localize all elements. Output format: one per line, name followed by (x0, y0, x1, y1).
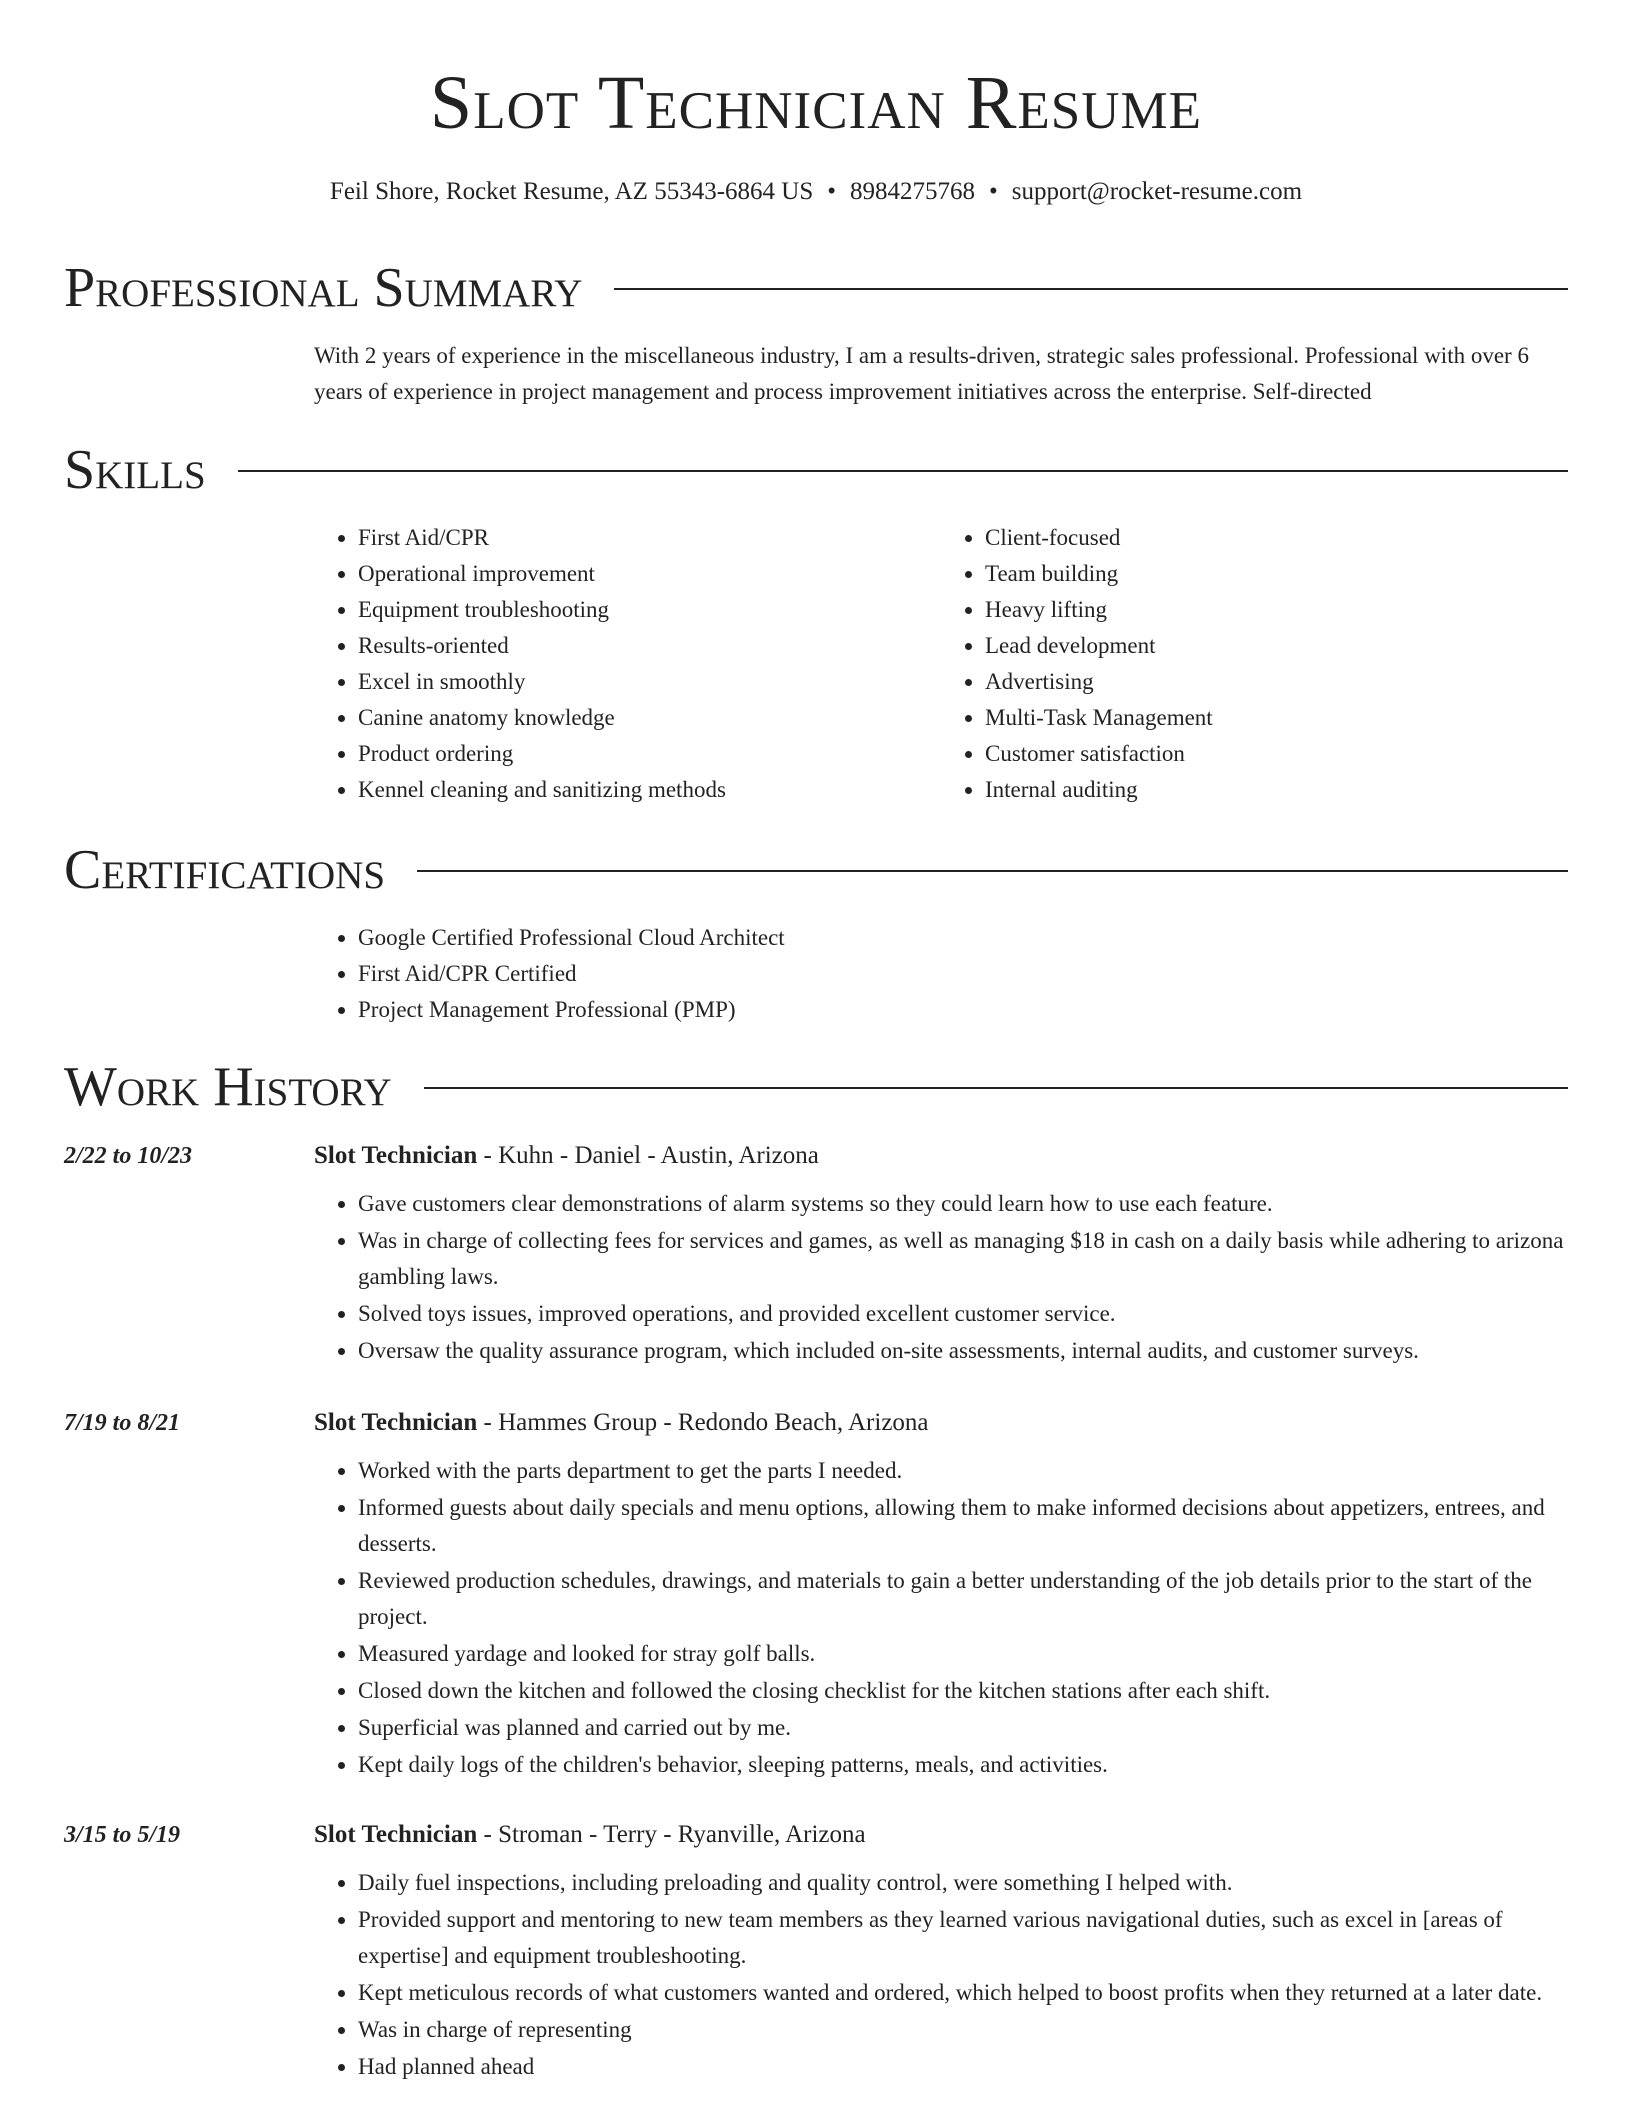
contact-line (0, 176, 1632, 208)
job-bullet: • Informed guests about daily specials and menu options, allowing them to make informed decisions about appetizers, entrees, and desserts. (358, 1490, 1568, 1562)
skill-item: • Kennel cleaning and sanitizing methods (358, 772, 941, 808)
job-bullet: • Reviewed production schedules, drawings, and materials to gain a better understanding of the job details prior to the start of the project. (358, 1563, 1568, 1635)
work-section-header (64, 1055, 1568, 1119)
contact-separator: • (827, 178, 836, 205)
job-bullet: • Superficial was planned and carried out by me. (358, 1710, 1568, 1746)
skill-item: • Operational improvement (358, 556, 941, 592)
job-title: Slot Technician (314, 1142, 478, 1169)
job-dates: 2/22 to 10/23 (64, 1143, 193, 1169)
job-bullet: • Worked with the parts department to get the parts I needed. (358, 1453, 1568, 1489)
job-bullet: • Provided support and mentoring to new team members as they learned various navigational duties, such as excel in [areas of expertise] and equipment troubleshooting. (358, 1902, 1568, 1974)
job-bullet: • Measured yardage and looked for stray golf balls. (358, 1636, 1568, 1672)
job-bullet: • Kept meticulous records of what customers wanted and ordered, which helped to boost profits when they returned at a later date. (358, 1975, 1568, 2011)
certifications-heading: Certifications (64, 839, 386, 901)
job-employer: - Hammes Group - Redondo Beach, Arizona (477, 1409, 929, 1436)
certification-item: • Google Certified Professional Cloud Architect (358, 920, 1568, 956)
resume-title: Slot Technician Resume (429, 61, 1203, 145)
job-employer: - Kuhn - Daniel - Austin, Arizona (477, 1142, 819, 1169)
skill-item: • Results-oriented (358, 628, 941, 664)
skills-list (314, 520, 1568, 808)
job-dates: 7/19 to 8/21 (64, 1410, 181, 1436)
skills-column-left (314, 520, 941, 808)
job-bullet: • Gave customers clear demonstrations of alarm systems so they could learn how to use each feature. (358, 1186, 1568, 1222)
job-header (314, 1817, 1568, 1853)
skills-heading: Skills (64, 439, 206, 501)
job-bullet: • Solved toys issues, improved operations, and provided excellent customer service. (358, 1296, 1568, 1332)
skills-section-header (64, 438, 1568, 502)
section-divider (417, 870, 1568, 872)
section-divider (614, 288, 1568, 290)
skill-item: • Excel in smoothly (358, 664, 941, 700)
skill-item: • Product ordering (358, 736, 941, 772)
work-heading: Work History (64, 1056, 392, 1118)
contact-separator: • (989, 178, 998, 205)
job-header (314, 1405, 1568, 1441)
summary-text: With 2 years of experience in the miscellaneous industry, I am a results-driven, strategic sales professional. Professional with over 6 years of experience in project management and process improvement initiatives across the enterprise. Self-directed (314, 343, 1529, 404)
job-bullets (314, 1453, 1568, 1783)
certification-item: • Project Management Professional (PMP) (358, 992, 1568, 1028)
skill-item: • Multi-Task Management (985, 700, 1568, 736)
job-bullet: • Was in charge of representing (358, 2012, 1568, 2048)
certification-item: • First Aid/CPR Certified (358, 956, 1568, 992)
contact-email: support@rocket-resume.com (1011, 178, 1303, 205)
skill-item: • First Aid/CPR (358, 520, 941, 556)
job-bullet: • Kept daily logs of the children's behavior, sleeping patterns, meals, and activities. (358, 1747, 1568, 1783)
certifications-section-header (64, 838, 1568, 902)
job-bullet: • Oversaw the quality assurance program, which included on-site assessments, internal audits, and customer surveys. (358, 1333, 1568, 1369)
skill-item: • Client-focused (985, 520, 1568, 556)
skill-item: • Customer satisfaction (985, 736, 1568, 772)
job-bullet: • Closed down the kitchen and followed the closing checklist for the kitchen stations after each shift. (358, 1673, 1568, 1709)
contact-address: Feil Shore, Rocket Resume, AZ 55343-6864 US (329, 178, 814, 205)
job-bullet: • Had planned ahead (358, 2049, 1568, 2085)
skill-item: • Lead development (985, 628, 1568, 664)
certifications-list (314, 920, 1568, 1028)
skill-item: • Advertising (985, 664, 1568, 700)
skill-item: • Canine anatomy knowledge (358, 700, 941, 736)
job-title: Slot Technician (314, 1821, 478, 1848)
job-bullets (314, 1865, 1568, 2085)
skills-column-right (941, 520, 1568, 808)
skill-item: • Internal auditing (985, 772, 1568, 808)
job-employer: - Stroman - Terry - Ryanville, Arizona (477, 1821, 866, 1848)
skill-item: • Team building (985, 556, 1568, 592)
job-header (314, 1138, 1568, 1174)
job-dates: 3/15 to 5/19 (64, 1822, 181, 1848)
skill-item: • Equipment troubleshooting (358, 592, 941, 628)
skill-item: • Heavy lifting (985, 592, 1568, 628)
section-divider (238, 470, 1568, 472)
contact-phone: 8984275768 (850, 178, 975, 205)
job-title: Slot Technician (314, 1409, 478, 1436)
summary-section-header (64, 256, 1568, 320)
job-bullet: • Was in charge of collecting fees for services and games, as well as managing $18 in cash on a daily basis while adhering to arizona gambling laws. (358, 1223, 1568, 1295)
summary-heading: Professional Summary (64, 257, 583, 319)
job-bullets (314, 1186, 1568, 1369)
section-divider (424, 1087, 1568, 1089)
job-bullet: • Daily fuel inspections, including preloading and quality control, were something I helped with. (358, 1865, 1568, 1901)
